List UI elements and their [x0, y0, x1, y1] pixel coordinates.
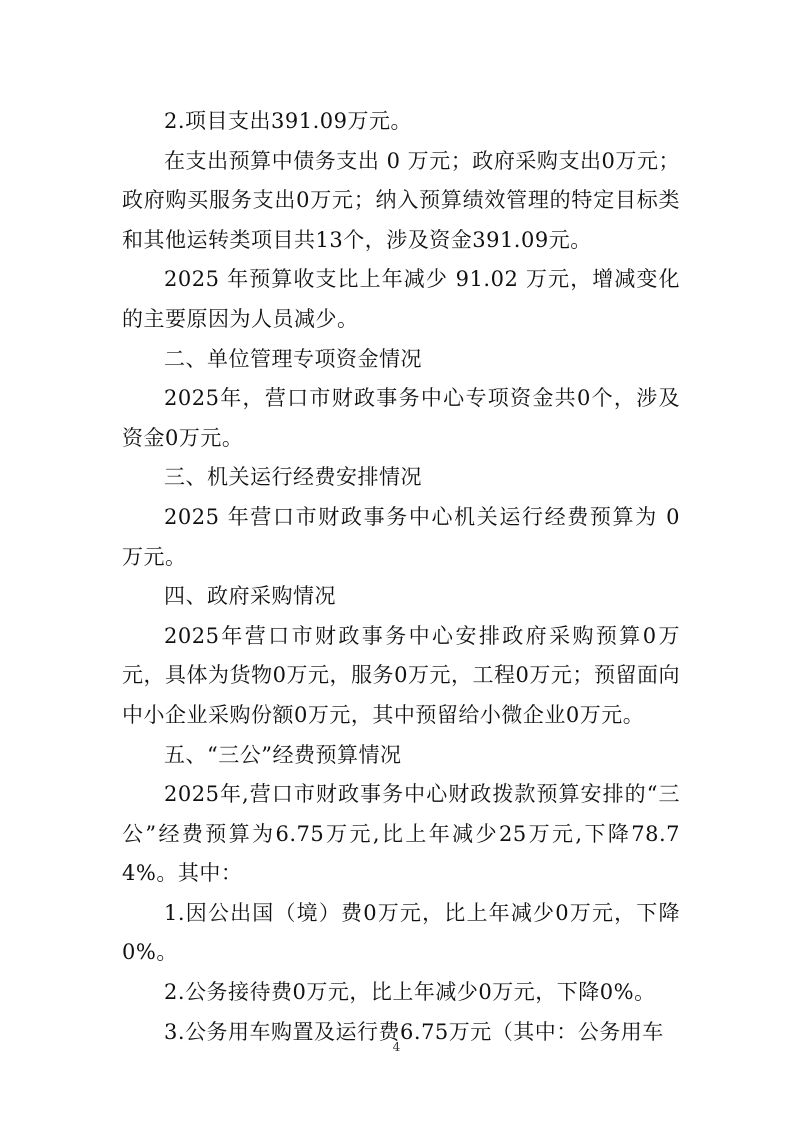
- page-number: 4: [392, 1040, 401, 1054]
- section-heading-operating-expenses: 三、机关运行经费安排情况: [164, 465, 422, 490]
- paragraph-procurement: 2025年营口市财政事务中心安排政府采购预算0万元，具体为货物0万元，服务0万元，工程0万元；预留面向中小企业采购份额0万元，其中预留给小微企业0万元。: [122, 623, 680, 727]
- section-heading-special-funds: 二、单位管理专项资金情况: [164, 346, 422, 371]
- section-heading-procurement: 四、政府采购情况: [164, 584, 336, 609]
- paragraph-three-public: 2025年,营口市财政事务中心财政拨款预算安排的“三公”经费预算为6.75万元,比上年减少25万元,下降78.74%。其中：: [122, 782, 680, 886]
- paragraph-overseas-travel: 1.因公出国（境）费0万元，比上年减少0万元，下降0%。: [122, 900, 680, 965]
- paragraph-expense-detail: 在支出预算中债务支出 0 万元；政府采购支出0万元；政府购买服务支出0万元；纳入预算绩效管理的特定目标类和其他运转类项目共13个，涉及资金391.09元。: [122, 148, 680, 252]
- section-heading-three-public: 五、“三公”经费预算情况: [164, 742, 402, 767]
- paragraph-vehicles: 3.公务用车购置及运行费6.75万元（其中：公务用车: [164, 1019, 664, 1044]
- paragraph-reception: 2.公务接待费0万元，比上年减少0万元，下降0%。: [164, 980, 656, 1005]
- document-body: [122, 102, 680, 1052]
- paragraph-special-funds: 2025年，营口市财政事务中心专项资金共0个，涉及资金0万元。: [122, 386, 680, 450]
- paragraph-project-expense: 2.项目支出391.09万元。: [164, 109, 413, 133]
- paragraph-operating-expenses: 2025 年营口市财政事务中心机关运行经费预算为 0 万元。: [122, 504, 680, 569]
- paragraph-budget-change: 2025 年预算收支比上年减少 91.02 万元，增减变化的主要原因为人员减少。: [122, 267, 680, 331]
